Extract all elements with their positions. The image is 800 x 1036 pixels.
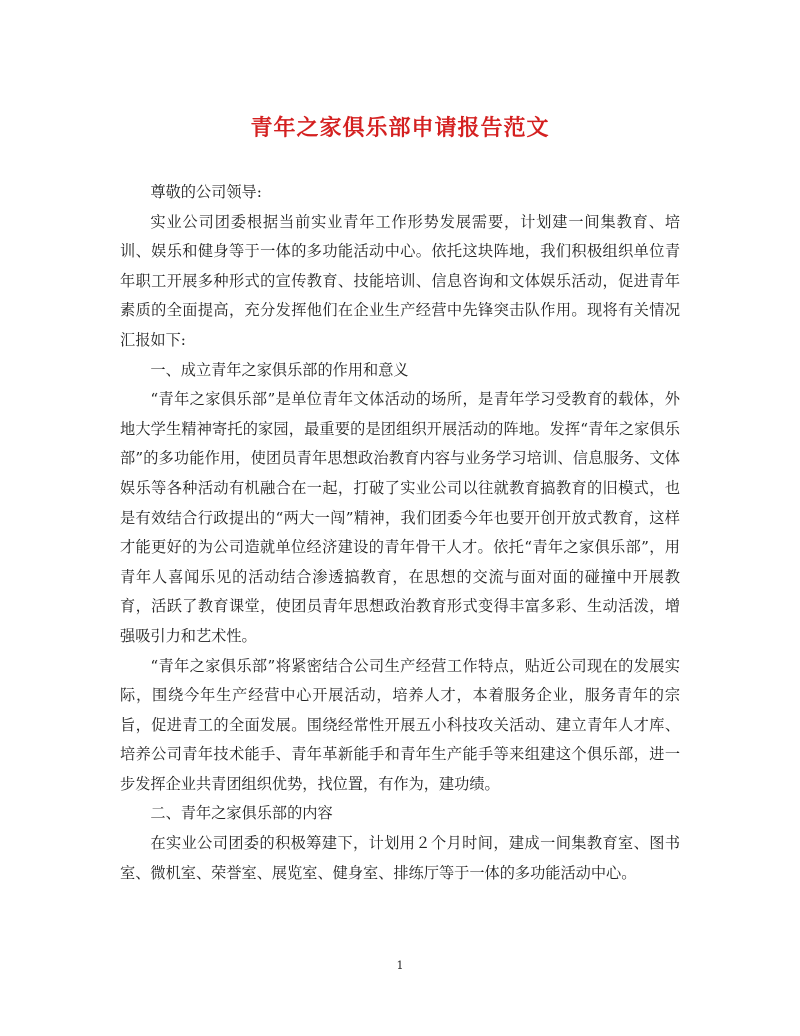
body-paragraph: “青年之家俱乐部”将紧密结合公司生产经营工作特点，贴近公司现在的发展实际，围绕今年生产经营中心开展活动，培养人才，本着服务企业，服务青年的宗旨，促进青工的全面发展。围绕经常性开展五小科技攻关活动、建立青年人才库、培养公司青年技术能手、青年革新能手和青年生产能手等来组建这个俱乐部，进一步发挥企业共青团组织优势，找位置，有作为，建功绩。 (120, 656, 680, 793)
document-title: 青年之家俱乐部申请报告范文 (250, 115, 550, 141)
salutation-paragraph: 尊敬的公司领导: (150, 183, 262, 201)
section-heading-2: 二、青年之家俱乐部的内容 (150, 804, 333, 823)
page-number: 1 (396, 959, 404, 972)
body-paragraph: 在实业公司团委的积极筹建下，计划用２个月时间，建成一间集教育室、图书室、微机室、荣誉室、展览室、健身室、排练厅等于一体的多功能活动中心。 (120, 834, 680, 882)
body-paragraph: “青年之家俱乐部”是单位青年文体活动的场所，是青年学习受教育的载体，外地大学生精神寄托的家园，最重要的是团组织开展活动的阵地。发挥“青年之家俱乐部”的多功能作用，使团员青年思想政治教育内容与业务学习培训、信息服务、文体娱乐等各种活动有机融合在一起，打破了实业公司以往就教育搞教育的旧模式，也是有效结合行政提出的“两大一闯”精神，我们团委今年也要开创开放式教育，这样才能更好的为公司造就单位经济建设的青年骨干人才。依托“青年之家俱乐部”，用青年人喜闻乐见的活动结合渗透搞教育，在思想的交流与面对面的碰撞中开展教育，活跃了教育课堂，使团员青年思想政治教育形式变得丰富多彩、生动活泼，增强吸引力和艺术性。 (120, 390, 680, 645)
intro-paragraph: 实业公司团委根据当前实业青年工作形势发展需要，计划建一间集教育、培训、娱乐和健身等于一体的多功能活动中心。依托这块阵地，我们积极组织单位青年职工开展多种形式的宣传教育、技能培训、信息咨询和文体娱乐活动，促进青年素质的全面提高，充分发挥他们在企业生产经营中先锋突击队作用。现将有关情况汇报如下: (120, 212, 680, 349)
document-body (120, 178, 680, 888)
section-heading-1: 一、成立青年之家俱乐部的作用和意义 (150, 360, 409, 379)
